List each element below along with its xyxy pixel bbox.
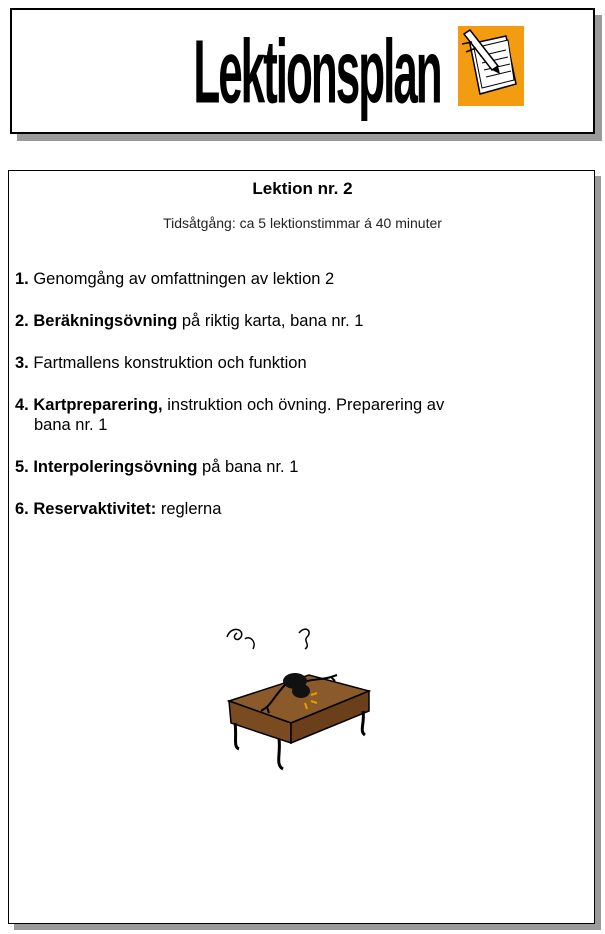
list-item xyxy=(15,311,575,331)
item-number: 2. xyxy=(15,312,29,330)
page-title-text: Lektionsplan xyxy=(193,22,441,124)
item-number: 4. xyxy=(15,396,29,414)
item-number: 1. xyxy=(15,270,29,288)
item-number: 5. xyxy=(15,458,29,476)
item-keyword: Reservaktivitet: xyxy=(28,500,157,518)
list-item xyxy=(15,395,575,435)
item-text-continued: bana nr. 1 xyxy=(34,416,108,434)
item-number: 3. xyxy=(15,354,29,372)
item-keyword: Interpoleringsövning xyxy=(28,458,198,476)
item-text: instruktion och övning. Preparering av xyxy=(162,396,445,414)
item-keyword: Beräkningsövning xyxy=(28,312,178,330)
time-note: Tidsåtgång: ca 5 lektionstimmar á 40 minuter xyxy=(163,215,442,231)
list-item xyxy=(15,353,575,373)
lesson-plan-box xyxy=(8,170,595,924)
item-text: Fartmallens konstruktion och funktion xyxy=(28,354,307,372)
lesson-title: Lektion nr. 2 xyxy=(252,179,353,198)
item-keyword: Kartpreparering, xyxy=(28,396,163,414)
item-text: på bana nr. 1 xyxy=(197,458,299,476)
item-text: på riktig karta, bana nr. 1 xyxy=(177,312,364,330)
notepad-pencil-icon xyxy=(458,26,528,106)
item-text: Genomgång av omfattningen av lektion 2 xyxy=(28,270,335,288)
item-number: 6. xyxy=(15,500,29,518)
person-head-on-desk-icon xyxy=(219,619,379,779)
page-title xyxy=(193,22,441,124)
list-item xyxy=(15,499,575,519)
item-text: reglerna xyxy=(156,500,222,518)
header-box xyxy=(10,8,595,134)
list-item xyxy=(15,269,575,289)
list-item xyxy=(15,457,575,477)
